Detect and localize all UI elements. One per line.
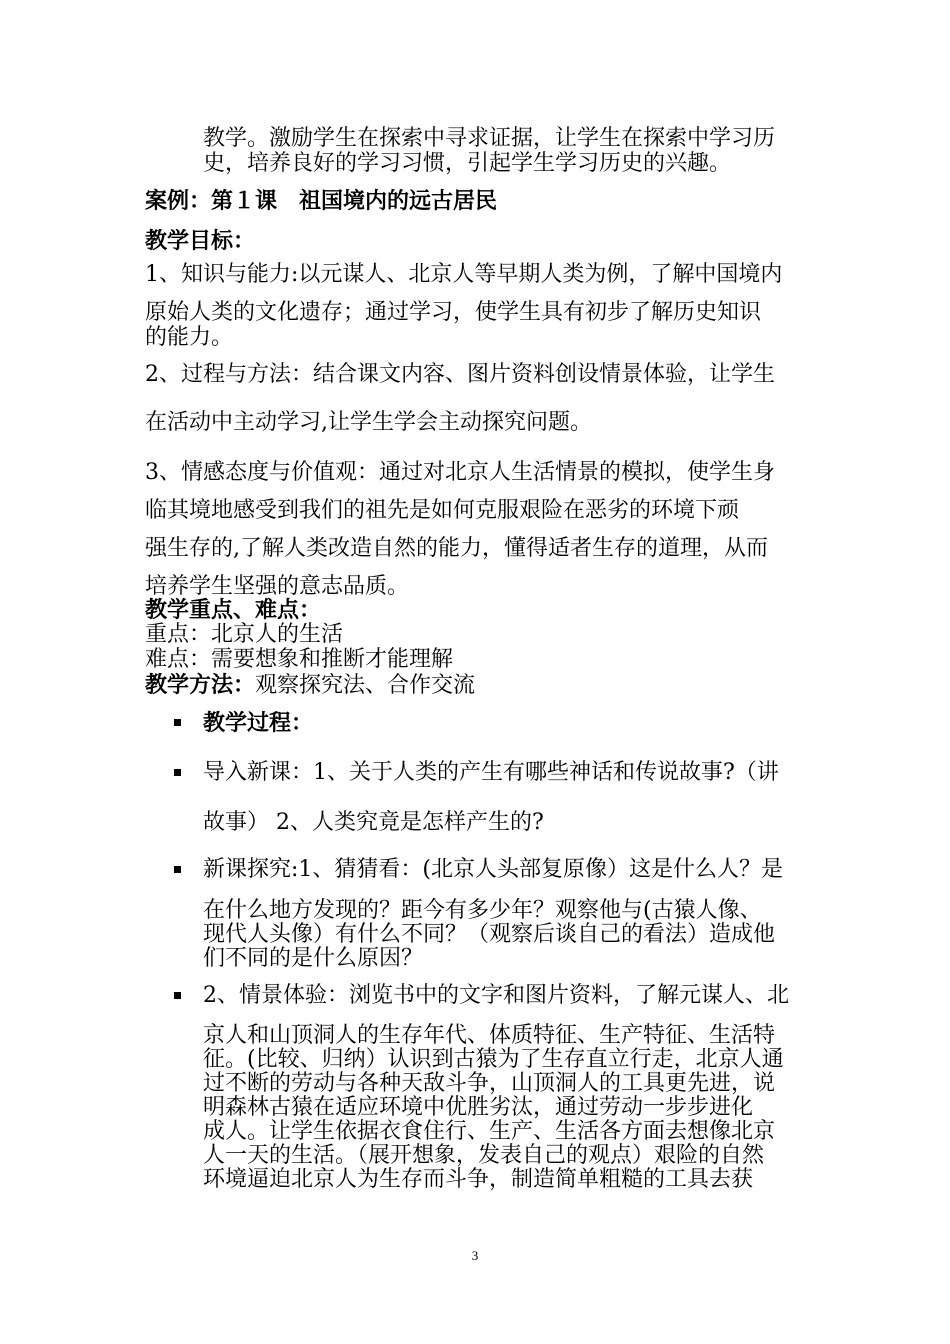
section-heading-objectives: 教学目标： — [145, 228, 256, 254]
text-line: 培养学生坚强的意志品质。 — [145, 574, 410, 599]
text-line: 在什么地方发现的？距今有多少年？观察他与(古猿人像、 — [203, 898, 762, 923]
text-line: 1、知识与能力:以元谋人、北京人等早期人类为例，了解中国境内 — [145, 262, 783, 287]
text-line: 成人。让学生依据衣食住行、生产、生活各方面去想像北京 — [203, 1119, 776, 1144]
list-item-process: 教学过程： — [203, 710, 314, 736]
text-line: 人一天的生活。（展开想象，发表自己的观点）艰险的自然 — [203, 1143, 765, 1168]
page-number: 3 — [471, 1248, 479, 1263]
text-line: 临其境地感受到我们的祖先是如何克服艰险在恶劣的环境下顽 — [145, 498, 740, 523]
teaching-method-value: 观察探究法、合作交流 — [255, 673, 476, 698]
text-line: 3、情感态度与价值观：通过对北京人生活情景的模拟，使学生身 — [145, 460, 775, 485]
text-line: 京人和山顶洞人的生存年代、体质特征、生产特征、生活特 — [203, 1023, 776, 1048]
bullet-icon — [174, 719, 181, 726]
text-line: 们不同的是什么原因？ — [203, 946, 424, 971]
text-line: 明森林古猿在适应环境中优胜劣汰，通过劳动一步步进化 — [203, 1095, 754, 1120]
bullet-icon — [174, 866, 181, 873]
list-item: 导入新课：1、关于人类的产生有哪些神话和传说故事?（讲 — [203, 760, 779, 785]
bullet-icon — [174, 769, 181, 776]
case-heading: 案例：第１课 祖国境内的远古居民 — [145, 188, 498, 214]
text-line: 环境逼迫北京人为生存而斗争，制造简单粗糙的工具去获 — [203, 1167, 754, 1192]
text-line: 故事） 2、人类究竟是怎样产生的? — [203, 810, 544, 835]
teaching-method-line — [145, 672, 475, 699]
text-line: 2、过程与方法：结合课文内容、图片资料创设情景体验，让学生 — [145, 362, 775, 387]
text-line: 过不断的劳动与各种天敌斗争，山顶洞人的工具更先进，说 — [203, 1071, 776, 1096]
list-item: 新课探究:1、猜猜看：(北京人头部复原像）这是什么人？是 — [203, 857, 783, 882]
bullet-icon — [174, 992, 181, 999]
teaching-method-label: 教学方法： — [145, 672, 256, 698]
text-line: 难点：需要想象和推断才能理解 — [145, 647, 454, 672]
text-line: 的能力。 — [145, 325, 234, 350]
section-heading-keypoints: 教学重点、难点： — [145, 597, 322, 623]
list-item: 2、情景体验：浏览书中的文字和图片资料，了解元谋人、北 — [203, 983, 789, 1008]
text-line: 在活动中主动学习,让学生学会主动探究问题。 — [145, 410, 592, 435]
text-line: 重点：北京人的生活 — [145, 622, 344, 647]
text-line: 强生存的,了解人类改造自然的能力，懂得适者生存的道理，从而 — [145, 536, 768, 561]
text-line: 教学。激励学生在探索中寻求证据，让学生在探索中学习历 — [203, 126, 776, 151]
text-line: 史，培养良好的学习习惯，引起学生学习历史的兴趣。 — [203, 151, 732, 176]
text-line: 现代人头像）有什么不同？（观察后谈自己的看法）造成他 — [203, 922, 776, 947]
text-line: 征。(比较、归纳）认识到古猿为了生存直立行走，北京人通 — [203, 1047, 784, 1072]
text-line: 原始人类的文化遗存；通过学习，使学生具有初步了解历史知识 — [145, 300, 762, 325]
